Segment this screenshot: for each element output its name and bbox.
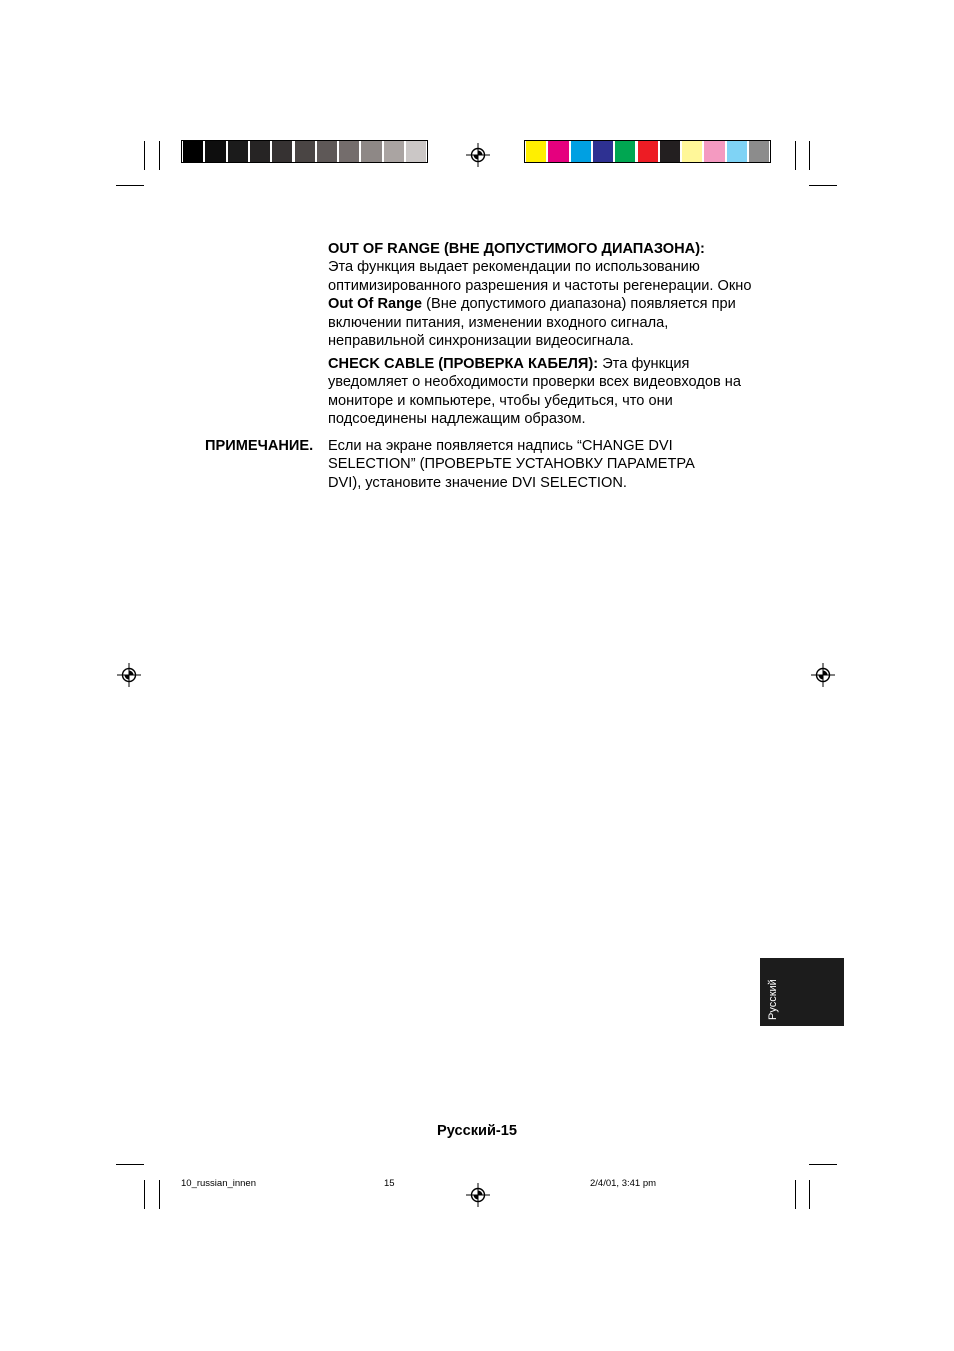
slug-filename: 10_russian_innen	[181, 1178, 257, 1189]
color-calibration-bar	[524, 140, 771, 163]
language-tab-label: Русский	[767, 979, 779, 1020]
section-out-of-range	[328, 240, 758, 350]
calibration-swatch	[571, 141, 591, 162]
calibration-swatch	[749, 141, 769, 162]
note-text: Если на экране появляется надпись “CHANGE DVI SELECTION” (ПРОВЕРЬТЕ УСТАНОВКУ ПАРАМЕТРА DVI), установите значение DVI SELECTION.	[328, 438, 695, 491]
calibration-swatch	[272, 141, 292, 162]
calibration-swatch	[205, 141, 225, 162]
slug-datetime: 2/4/01, 3:41 pm	[590, 1178, 657, 1189]
calibration-swatch	[660, 141, 680, 162]
calibration-swatch	[228, 141, 248, 162]
calibration-swatch	[638, 141, 658, 162]
calibration-swatch	[406, 141, 426, 162]
calibration-swatch	[384, 141, 404, 162]
calibration-swatch	[615, 141, 635, 162]
calibration-swatch	[295, 141, 315, 162]
section-check-cable	[328, 355, 758, 429]
section-text: Эта функция уведомляет о необходимости проверки всех видеовходов на мониторе и компьютере, чтобы убедиться, что они подсоединены надлежащим образом.	[328, 356, 741, 428]
language-tab	[760, 958, 844, 1026]
calibration-swatch	[339, 141, 359, 162]
calibration-swatch	[704, 141, 724, 162]
calibration-swatch	[548, 141, 568, 162]
section-text: Эта функция выдает рекомендации по использованию оптимизированного разрешения и частоты регенерации.	[328, 259, 714, 294]
section-text: Окно	[717, 277, 752, 294]
calibration-swatch	[317, 141, 337, 162]
calibration-swatch	[682, 141, 702, 162]
calibration-swatch	[361, 141, 381, 162]
registration-mark-icon	[811, 663, 835, 687]
calibration-swatch	[250, 141, 270, 162]
calibration-swatch	[526, 141, 546, 162]
page-number: Русский-15	[436, 1123, 518, 1139]
section-heading: OUT OF RANGE (ВНЕ ДОПУСТИМОГО ДИАПАЗОНА):	[328, 241, 705, 257]
inline-bold-term: Out Of Range	[328, 296, 423, 313]
calibration-swatch	[183, 141, 203, 162]
slug-page: 15	[384, 1178, 395, 1189]
registration-mark-icon	[466, 143, 490, 167]
calibration-swatch	[428, 141, 448, 162]
registration-mark-icon	[466, 1183, 490, 1207]
registration-mark-icon	[117, 663, 141, 687]
section-text: (Вне допустимого диапазона) появляется при включении питания, изменении входного сигнала, неправильной синхронизации видеосигнала.	[328, 296, 736, 350]
grayscale-calibration-bar	[181, 140, 428, 163]
calibration-swatch	[727, 141, 747, 162]
note-label: ПРИМЕЧАНИЕ.	[205, 438, 314, 454]
calibration-swatch	[593, 141, 613, 162]
section-heading: CHECK CABLE (ПРОВЕРКА КАБЕЛЯ):	[328, 356, 599, 372]
